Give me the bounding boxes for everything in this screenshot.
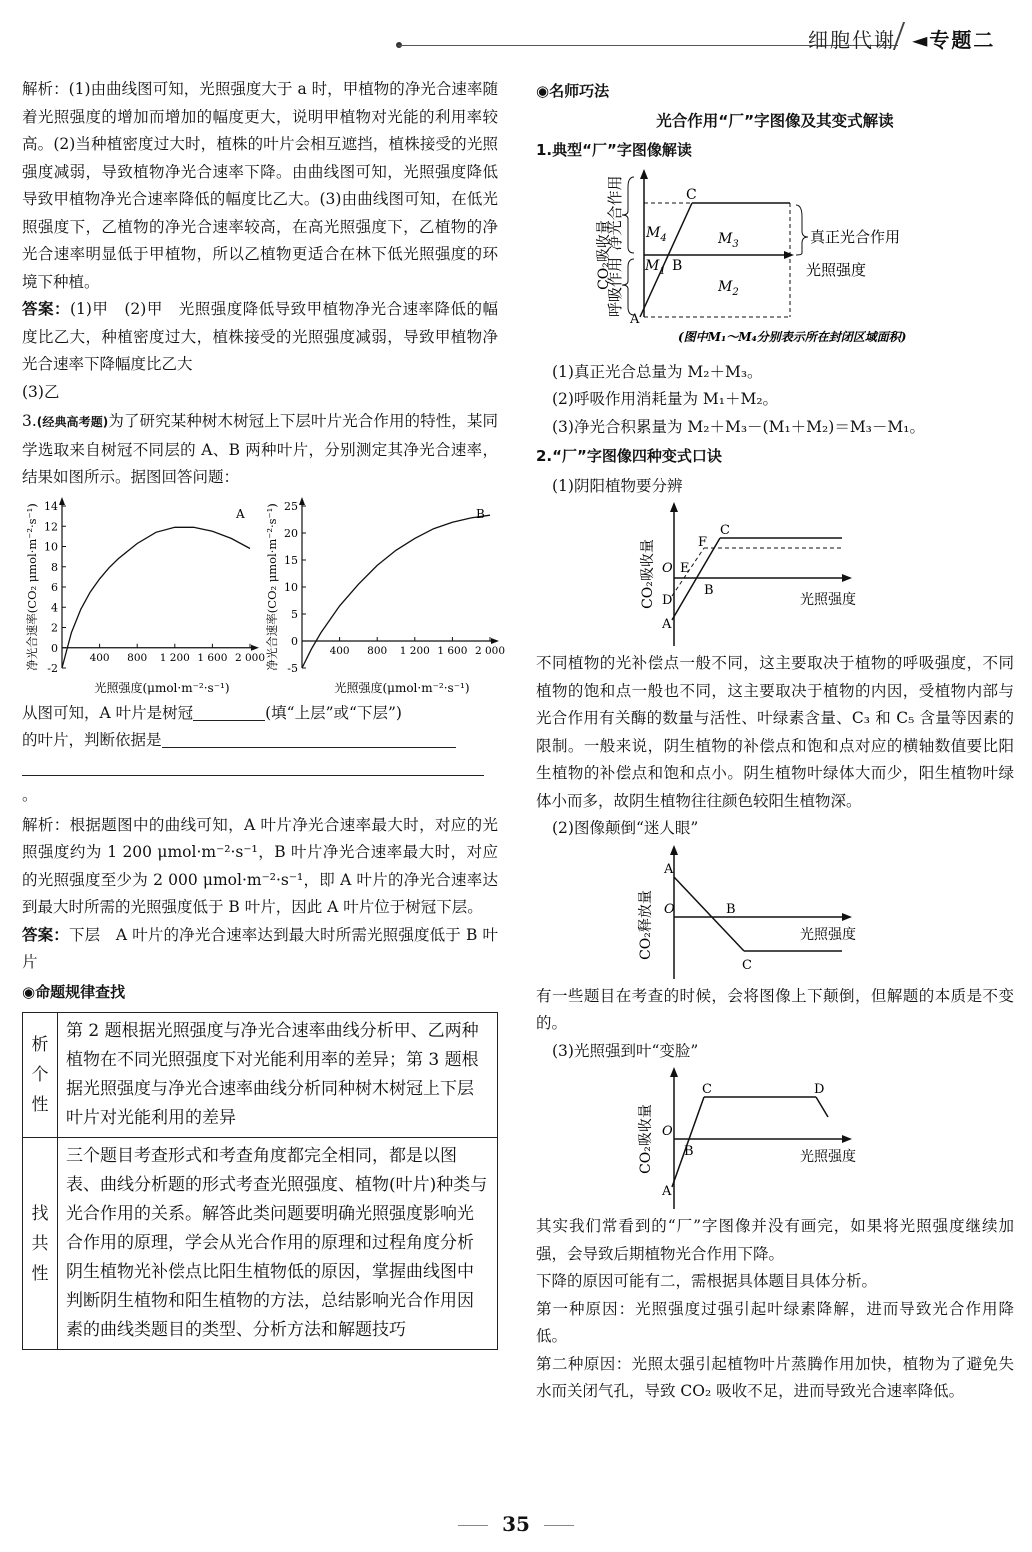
x-axis-arrow [251,644,259,650]
y-tick-label: 8 [51,560,58,574]
answer-q2-text: (1)甲 (2)甲 光照强度降低导致甲植物净光合速率降低的幅度比乙大，种植密度过大，植株接受的光照强度减弱，导致甲植物净光合速率下降幅度比乙大 [22,300,498,373]
y-axis-arrow [299,497,305,505]
fill-text-3: 的叶片，判断依据是 [22,731,162,749]
y-axis-arrow [59,497,65,505]
x-tick-label: 400 [89,651,110,664]
x-tick-label: 800 [367,644,388,657]
y-tick-label: -2 [47,661,58,675]
fig3-ylabel: CO₂释放量 [638,889,654,960]
answer-q3 [22,922,498,977]
section-2-title: 2.“厂”字图像四种变式口诀 [536,447,722,465]
fig1-area-m2: $M_2$ [718,278,739,298]
page-number: 35 [502,1512,530,1536]
fig1-area-m1: $M_1$ [645,257,666,277]
y-tick-label: 4 [51,600,58,614]
answer-q3-text: 下层 A 叶片的净光合速率达到最大时所需光照强度低于 B 叶片 [22,925,498,971]
x-tick-label: 1 200 [159,651,190,664]
answer-blank-2[interactable] [162,729,456,748]
answer-blank-1[interactable] [193,702,265,721]
s2-3-text: 第二种原因：光照太强引起植物叶片蒸腾作用加快，植物为了避免失水而关闭气孔，导致 CO₂ 吸收不足，进而导致光合速率降低。 [536,1354,1014,1400]
x-tick-label: 2 000 [234,651,266,664]
fig4-point-a: A [662,1184,672,1199]
fig4-point-c: C [702,1082,712,1097]
answer-q2 [22,296,498,379]
fig4-point-b: B [684,1144,694,1159]
x-tick-label: 1 200 [399,644,430,657]
fig2-xlabel: 光照强度 [800,592,856,608]
y-tick-label: 5 [291,607,298,621]
question-3-fill-c [22,755,498,810]
fig2-point-d: D [662,593,673,608]
question-number: 3. [22,412,37,430]
x-axis-label: 光照强度(μmol·m⁻²·s⁻¹) [334,680,470,695]
x-axis-arrow [491,638,499,644]
question-3-fill [22,700,498,728]
y-tick-label: 15 [284,553,298,567]
y-tick-label: 10 [44,540,58,553]
answer-label: 答案： [22,925,69,944]
table-row [23,1013,498,1138]
s2-3-text: 第一种原因：光照强度过强引起叶绿素降解，进而导致光合作用降低。 [536,1299,1014,1345]
series-line-A [62,527,250,668]
left-column [22,76,506,1350]
fig1-area-m3: $M_3$ [718,230,739,250]
header-section: 细胞代谢 [808,28,896,52]
fig2-point-b: B [704,583,714,598]
figure-shade-sun-plants [632,500,932,650]
series-label: A [236,506,245,521]
chart-leaf-b [262,496,506,696]
chart-leaf-a [22,496,266,696]
fig2-point-e: E [680,561,690,576]
s1-item: (3)净光合积累量为 M₂＋M₃－(M₁＋M₂)＝M₃－M₁。 [552,417,925,436]
figure-strong-light [632,1065,932,1213]
y-axis-label: 净光合速率(CO₂ μmol·m⁻²·s⁻¹) [25,502,39,671]
s2-sub-1: (1)阴阳植物要分辨 [552,476,683,495]
y-axis-label: 净光合速率(CO₂ μmol·m⁻²·s⁻¹) [265,502,279,671]
x-tick-label: 1 600 [437,644,468,657]
fig1-ylabel-net: 净光合作用 [606,174,624,251]
x-tick-label: 800 [127,651,148,664]
row-text: 第 2 题根据光照强度与净光合速率曲线分析甲、乙两种植物在不同光照强度下对光能利用率的差异；第 3 题根据光照强度与净光合速率曲线分析同种树木树冠上下层叶片对光能利用的差异 [58,1013,498,1138]
fig4-ylabel: CO₂吸收量 [638,1104,654,1174]
question-text: 为了研究某种树木树冠上下层叶片光合作用的特性，某同学选取来自树冠不同层的 A、B 两种叶片，分别测定其净光合速率，结果如图所示。据图回答问题： [22,412,498,486]
y-tick-label: 10 [284,580,298,594]
fig3-origin: O [664,901,675,917]
fig1-area-m4: $M_4$ [646,224,667,244]
figure-inverted [632,843,932,983]
analysis-q3: 解析：根据题图中的曲线可知，A 叶片净光合速率最大时，对应的光照强度约为 1 200 μmol·m⁻²·s⁻¹，B 叶片净光合速率最大时，对应的光照强度至少为 2 000 μmol·m⁻²·s⁻¹，即 A 叶片的净光合速率达到最大时所需的光照强度低于 B 叶片，因此 A 叶片位于树冠下层。 [22,815,498,916]
figure-chang-typical [558,167,998,357]
fig2-ylabel: CO₂吸收量 [640,539,656,609]
fig4-origin: O [662,1124,673,1139]
table-row [23,1138,498,1350]
tips-title: ◉名师巧法 [536,82,610,100]
row-text: 三个题目考查形式和考查角度都完全相同，都是以图表、曲线分析题的形式考查光照强度、植物(叶片)种类与光合作用的关系。解答此类问题要明确光照强度影响光合作用的原理，学会从光合作用的原理和过程角度分析阴生植物光补偿点比阳生植物低的原因，掌握曲线图中判断阴生植物和阳生植物的方法，总结影响光合作用因素的曲线类题目的类型、分析方法和解题技巧 [58,1138,498,1350]
rule-section-title: ◉命题规律查找 [22,982,126,1001]
y-tick-label: 0 [51,641,58,655]
x-tick-label: 2 000 [474,644,506,657]
answer-q2-part3: (3)乙 [22,382,60,401]
series-label: B [476,506,485,521]
y-tick-label: 25 [284,499,298,513]
fig4-xlabel: 光照强度 [800,1149,856,1165]
header-chapter: ◄专题二 [912,28,996,52]
fig3-point-b: B [726,901,736,917]
q3-charts [22,496,506,696]
section-1-title: 1.典型“厂”字图像解读 [536,141,692,159]
tips-subtitle: 光合作用“厂”字图像及其变式解读 [656,111,894,130]
fig1-note: (图中M₁～M₄分别表示所在封闭区域面积) [678,329,907,344]
fig1-point-b: B [672,257,683,274]
y-tick-label: 20 [284,526,298,540]
answer-blank-3[interactable] [22,757,484,776]
right-column [536,76,1014,1406]
rule-table [22,1012,498,1350]
question-3 [22,408,498,492]
x-axis-label: 光照强度(μmol·m⁻²·s⁻¹) [94,680,230,695]
s1-item: (1)真正光合总量为 M₂＋M₃。 [552,362,763,381]
s2-2-text: 有一些题目在考查的时候，会将图像上下颠倒，但解题的本质是不变的。 [536,986,1014,1032]
x-tick-label: 1 600 [197,651,228,664]
fig2-point-c: C [720,523,730,538]
fig4-point-d: D [814,1082,825,1097]
row-label: 找共性 [23,1138,58,1350]
fig3-point-a: A [664,861,674,877]
fill-end: 。 [22,786,38,804]
s2-3-text: 下降的原因可能有二，需根据具体题目具体分析。 [536,1272,878,1290]
fig3-point-c: C [742,957,752,973]
y-tick-label: 12 [44,519,58,533]
fig1-point-a: A [630,311,640,327]
fig2-origin: O [662,561,673,576]
fig1-point-c: C [686,186,697,203]
s1-item: (2)呼吸作用消耗量为 M₁＋M₂。 [552,390,779,408]
s2-sub-2: (2)图像颠倒“迷人眼” [552,819,699,837]
y-tick-label: 2 [51,621,58,634]
y-tick-label: 6 [51,580,58,594]
y-tick-label: 0 [291,634,298,648]
fig3-xlabel: 光照强度 [800,926,856,943]
s2-3-text: 其实我们常看到的“厂”字图像并没有画完，如果将光照强度继续加强，会导致后期植物光合作用下降。 [536,1217,1014,1263]
fig1-ylabel: CO₂吸收量 [596,219,612,290]
s2-1-text: 不同植物的光补偿点一般不同，这主要取决于植物的呼吸强度，不同植物的饱和点一般也不同，这主要取决于植物的内因，受植物内部与光合作用有关酶的数量与活性、叶绿素含量、C₃ 和 C₅ 含量等因素的限制。一般来说，阴生植物的补偿点和饱和点对应的横轴数值要比阳生植物的补偿点和饱和点小。阴生植物叶绿体大而少，阳生植物叶绿体小而多，故阴生植物往往颜色较阳生植物深。 [536,654,1014,810]
answer-label: 答案： [22,300,70,318]
fig1-true-photosynthesis: 真正光合作用 [810,227,901,246]
fig1-ylabel-resp: 呼吸作用 [606,256,624,317]
fig2-point-f: F [698,535,708,550]
y-tick-label: 14 [44,499,58,513]
row-label: 析个性 [23,1013,58,1138]
y-tick-label: -5 [287,661,298,675]
fig1-xlabel: 光照强度 [806,260,867,279]
fill-text-2: (填“上层”或“下层”) [265,703,402,722]
page-footer [0,1512,1032,1536]
x-tick-label: 400 [329,644,350,657]
question-3-fill-b [22,727,498,755]
fill-text-1: 从图可知，A 叶片是树冠 [22,703,194,722]
fig2-point-a: A [662,617,672,632]
question-tag: (经典高考题) [36,415,109,429]
s2-sub-3: (3)光照强到叶“变脸” [552,1041,699,1060]
analysis-q2: 解析：(1)由曲线图可知，光照强度大于 a 时，甲植物的净光合速率随着光照强度的增加而增加的幅度更大，说明甲植物对光能的利用率较高。(2)当种植密度过大时，植株的叶片会相互遮挡，植株接受的光照强度减弱，导致植物净光合速率下降。由曲线图可知，光照强度降低导致甲植物净光合速率降低的幅度比乙大。(3)由曲线图可知，在低光照强度下，乙植物的净光合速率较高，在高光照强度下，乙植物的净光合速率明显低于甲植物，所以乙植物更适合在林下低光照强度的环境下种植。 [22,80,498,291]
